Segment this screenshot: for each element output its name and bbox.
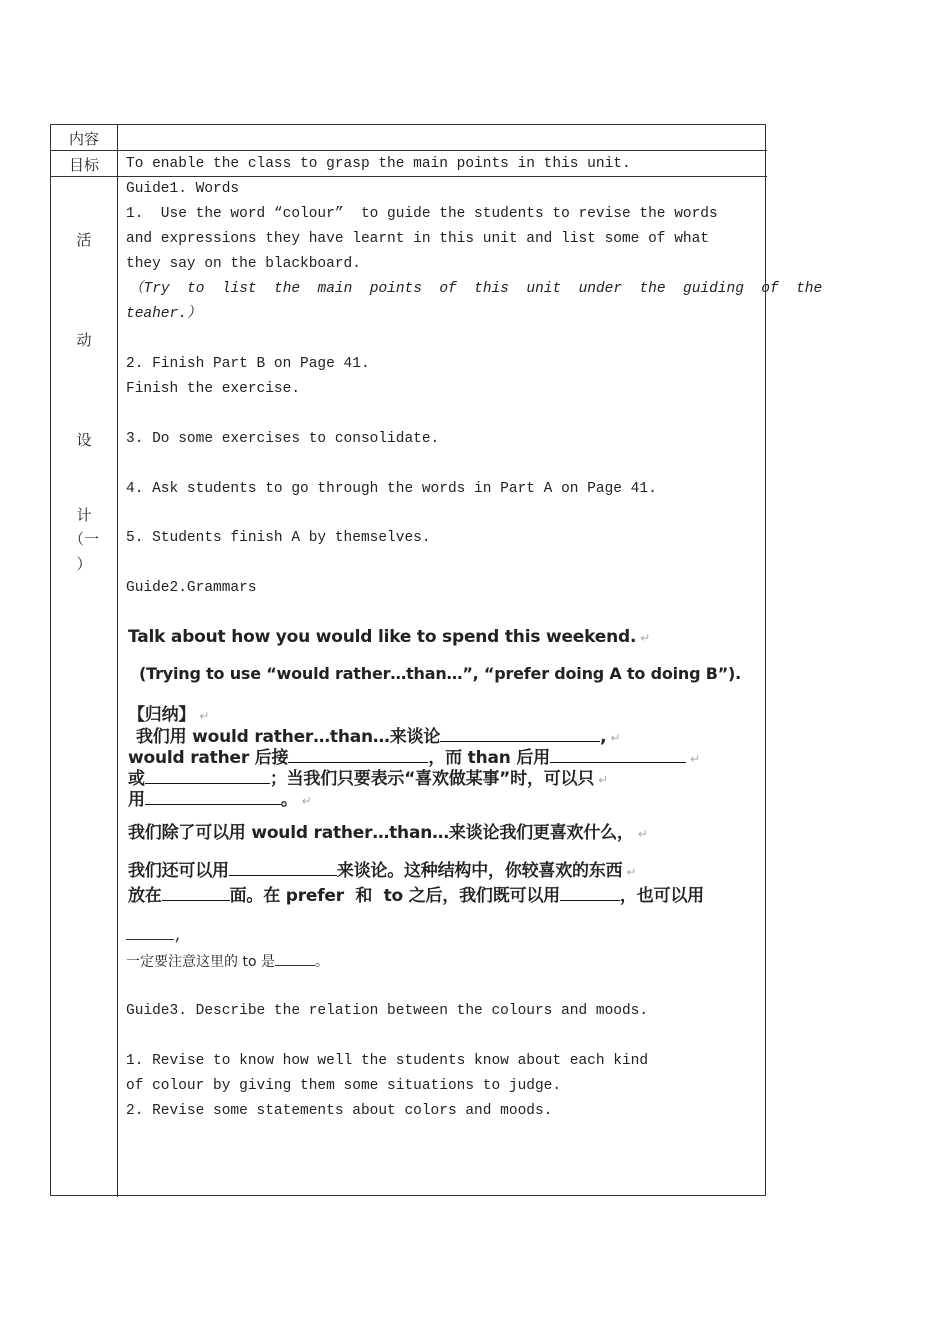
row-divider xyxy=(51,176,767,177)
guide2-s4 xyxy=(128,785,311,810)
fill-blank[interactable] xyxy=(126,927,174,940)
guide2-talk xyxy=(128,627,650,647)
s2b-text: ，而 than 后用 xyxy=(428,748,550,768)
s5-text: 我们除了可以用 would rather…than…来谈论我们更喜欢什么， xyxy=(128,823,634,843)
s6a-text: 我们还可以用 xyxy=(128,861,229,881)
return-mark-icon: ↵ xyxy=(610,731,621,745)
fill-blank[interactable] xyxy=(229,861,337,876)
label-activity-6: ） xyxy=(76,555,92,573)
row-divider xyxy=(51,150,767,151)
guide3-title: Guide3. Describe the relation between the colours and moods. xyxy=(126,1003,649,1019)
tail2a-text: 一定要注意这里的 to 是 xyxy=(126,954,275,970)
guide2-trying: (Trying to use “would rather…than…”, “prefer doing A to doing B”). xyxy=(139,664,742,683)
s4b-text: 。 xyxy=(280,790,298,810)
guide1-item3: 3. Do some exercises to consolidate. xyxy=(126,431,440,447)
label-activity-4: 计 xyxy=(76,506,92,524)
return-mark-icon: ↵ xyxy=(640,631,651,645)
guide1-item4: 4. Ask students to go through the words in Part A on Page 41. xyxy=(126,481,657,497)
guide1-line3: they say on the blackboard. xyxy=(126,256,361,272)
guide1-item2a: 2. Finish Part B on Page 41. xyxy=(126,356,370,372)
fill-blank[interactable] xyxy=(162,886,230,901)
label-content: 内容 xyxy=(68,130,99,148)
lesson-plan-table xyxy=(50,124,823,1196)
guide2-s5 xyxy=(128,818,648,843)
guide1-item2b: Finish the exercise. xyxy=(126,381,301,397)
guide3-item1b: of colour by giving them some situations to judge. xyxy=(126,1078,562,1094)
tail1-text: , xyxy=(174,929,183,945)
s1b-text: , xyxy=(600,727,607,747)
fill-blank[interactable] xyxy=(275,953,315,966)
guide2-tail2 xyxy=(126,952,329,972)
label-activity-5: （一 xyxy=(68,530,99,548)
guide1-line2: and expressions they have learnt in this unit and list some of what xyxy=(126,231,709,247)
guide1-item5: 5. Students finish A by themselves. xyxy=(126,530,431,546)
guide1-title: Guide1. Words xyxy=(126,181,240,197)
guide2-s6 xyxy=(128,856,636,881)
label-goal: 目标 xyxy=(68,156,99,174)
s4a-text: 用 xyxy=(128,790,145,810)
guide1-line1: 1. Use the word “colour” to guide the students to revise the words xyxy=(126,206,718,222)
fill-blank[interactable] xyxy=(288,748,428,763)
s3a-text: 或 xyxy=(128,769,145,789)
s2a-text: would rather 后接 xyxy=(128,748,289,768)
s1a-text: 我们用 would rather…than…来谈论 xyxy=(136,727,441,747)
fill-blank[interactable] xyxy=(560,886,620,901)
label-activity-2: 动 xyxy=(76,331,92,349)
return-mark-icon: ↵ xyxy=(637,827,648,841)
fill-blank[interactable] xyxy=(440,727,600,742)
guide2-title: Guide2.Grammars xyxy=(126,580,257,596)
guide1-italic2: teaher.） xyxy=(126,306,202,322)
guide1-italic1: （Try to list the main points of this unit under the guiding of the xyxy=(129,281,823,297)
goal-text: To enable the class to grasp the main points in this unit. xyxy=(126,156,631,172)
fill-blank[interactable] xyxy=(145,769,270,784)
guide3-item1a: 1. Revise to know how well the students know about each kind xyxy=(126,1053,649,1069)
return-mark-icon: ↵ xyxy=(689,752,700,766)
s6b-text: 来谈论。这种结构中，你较喜欢的东西 xyxy=(336,861,623,881)
s3b-text: ；当我们只要表示“喜欢做某事”时，可以只 xyxy=(269,769,595,789)
tail2b-text: 。 xyxy=(314,954,329,970)
return-mark-icon: ↵ xyxy=(626,865,637,879)
s7c-text: ，也可以用 xyxy=(619,886,704,906)
label-activity-1: 活 xyxy=(76,231,92,249)
guide3-item2: 2. Revise some statements about colors and moods. xyxy=(126,1103,553,1119)
label-activity-3: 设 xyxy=(76,431,92,449)
guide2-s7 xyxy=(128,881,704,906)
column-divider xyxy=(117,125,118,1197)
return-mark-icon: ↵ xyxy=(301,794,312,808)
fill-blank[interactable] xyxy=(550,748,686,763)
s7a-text: 放在 xyxy=(128,886,162,906)
summary-head-text: 【归纳】 xyxy=(128,705,196,725)
s7b-text: 面。在 prefer 和 to 之后，我们既可以用 xyxy=(229,886,560,906)
guide2-tail1 xyxy=(126,927,183,947)
guide2-talk-text: Talk about how you would like to spend this weekend. xyxy=(128,627,637,647)
return-mark-icon: ↵ xyxy=(598,773,609,787)
return-mark-icon: ↵ xyxy=(199,709,210,723)
fill-blank[interactable] xyxy=(145,790,281,805)
